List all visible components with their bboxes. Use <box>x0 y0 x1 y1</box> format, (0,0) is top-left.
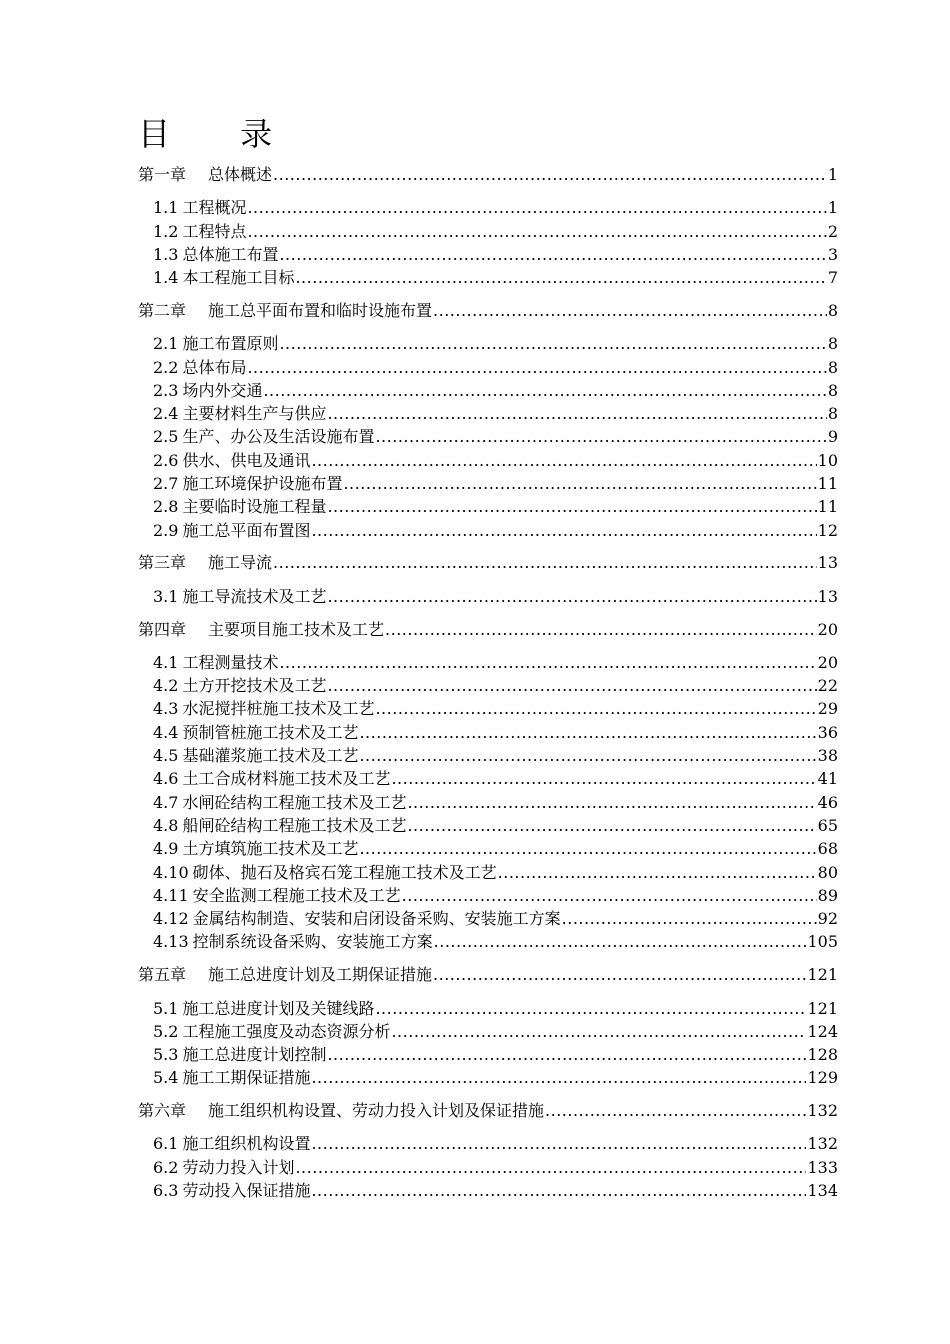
toc-section-entry[interactable] <box>138 861 838 884</box>
toc-entry-label <box>153 791 406 814</box>
toc-page-number: 38 <box>817 746 838 766</box>
toc-entry-label <box>153 1156 294 1179</box>
toc-dot-leader <box>311 1066 806 1089</box>
toc-section-entry[interactable] <box>138 651 838 674</box>
toc-list <box>138 163 838 1202</box>
toc-entry-number: 4.9 <box>153 839 179 859</box>
toc-page-number: 9 <box>827 427 838 447</box>
toc-dot-leader <box>295 266 826 289</box>
toc-dot-leader <box>375 425 826 448</box>
toc-entry-label <box>153 997 374 1020</box>
toc-entry-number: 5.2 <box>153 1021 179 1041</box>
toc-section-entry[interactable] <box>138 519 838 542</box>
toc-dot-leader <box>273 163 827 186</box>
toc-page-number: 8 <box>827 334 838 354</box>
toc-entry-text: 预制管桩施工技术及工艺 <box>182 722 359 742</box>
toc-entry-text: 土方开挖技术及工艺 <box>182 676 327 696</box>
toc-page-number: 46 <box>817 792 838 812</box>
toc-chapter-entry[interactable] <box>138 1099 838 1122</box>
toc-entry-label <box>153 1020 390 1043</box>
toc-entry-number: 3.1 <box>153 586 179 606</box>
toc-page-number: 68 <box>817 839 838 859</box>
toc-dot-leader <box>247 220 826 243</box>
toc-entry-text: 施工总进度计划控制 <box>182 1045 327 1065</box>
toc-page-number: 134 <box>807 1181 838 1201</box>
toc-entry-text: 施工总进度计划及关键线路 <box>182 998 375 1018</box>
toc-section-entry[interactable] <box>138 332 838 355</box>
toc-section-entry[interactable] <box>138 791 838 814</box>
toc-entry-label <box>153 585 326 608</box>
toc-section-entry[interactable] <box>138 1043 838 1066</box>
toc-section-entry[interactable] <box>138 379 838 402</box>
toc-chapter-entry[interactable] <box>138 551 838 574</box>
toc-entry-number: 4.4 <box>153 722 179 742</box>
toc-entry-number: 4.3 <box>153 699 179 719</box>
toc-dot-leader <box>391 1020 806 1043</box>
toc-section-entry[interactable] <box>138 356 838 379</box>
toc-entry-number: 2.6 <box>153 450 179 470</box>
toc-entry-label <box>153 425 374 448</box>
toc-entry-text: 船闸砼结构工程施工技术及工艺 <box>182 815 407 835</box>
toc-entry-label <box>138 618 384 641</box>
toc-entry-number: 4.10 <box>153 862 189 882</box>
toc-dot-leader <box>327 674 816 697</box>
toc-entry-number: 第三章 <box>138 553 187 573</box>
toc-page-number: 8 <box>827 300 838 320</box>
toc-entry-number: 2.3 <box>153 380 179 400</box>
toc-entry-number: 4.11 <box>153 885 189 905</box>
toc-entry-number: 4.8 <box>153 815 179 835</box>
toc-section-entry[interactable] <box>138 449 838 472</box>
toc-entry-text: 施工环境保护设施布置 <box>182 474 343 494</box>
toc-page-number: 7 <box>827 268 838 288</box>
toc-entry-text: 主要材料生产与供应 <box>182 404 327 424</box>
toc-page-number: 29 <box>817 699 838 719</box>
toc-dot-leader <box>545 1099 806 1122</box>
toc-dot-leader <box>375 697 816 720</box>
toc-dot-leader <box>498 861 817 884</box>
toc-entry-number: 4.5 <box>153 746 179 766</box>
toc-dot-leader <box>402 884 817 907</box>
toc-entry-text: 施工导流技术及工艺 <box>182 586 327 606</box>
toc-title: 目 录 <box>138 115 303 153</box>
toc-page-number: 121 <box>807 965 838 985</box>
toc-entry-text: 砌体、抛石及格宾石笼工程施工技术及工艺 <box>192 862 497 882</box>
toc-entry-label <box>153 930 433 953</box>
toc-entry-text: 水闸砼结构工程施工技术及工艺 <box>182 792 407 812</box>
toc-entry-number: 5.1 <box>153 998 179 1018</box>
toc-page-number: 133 <box>807 1157 838 1177</box>
toc-dot-leader <box>562 907 817 930</box>
toc-page-number: 89 <box>817 885 838 905</box>
toc-entry-label <box>153 814 406 837</box>
toc-entry-label <box>153 767 390 790</box>
toc-entry-number: 1.1 <box>153 198 179 218</box>
toc-entry-text: 劳动力投入计划 <box>182 1157 295 1177</box>
toc-dot-leader <box>359 837 816 860</box>
toc-page-number: 132 <box>807 1101 838 1121</box>
toc-dot-leader <box>279 651 816 674</box>
toc-entry-text: 土方填筑施工技术及工艺 <box>182 839 359 859</box>
toc-section-entry[interactable] <box>138 585 838 608</box>
toc-dot-leader <box>407 814 816 837</box>
toc-entry-number: 1.3 <box>153 244 179 264</box>
toc-page-number: 12 <box>817 520 838 540</box>
toc-section-entry[interactable] <box>138 266 838 289</box>
toc-entry-label <box>138 963 432 986</box>
toc-dot-leader <box>433 963 806 986</box>
toc-entry-label <box>153 674 326 697</box>
toc-entry-number: 4.1 <box>153 652 179 672</box>
toc-entry-number: 4.13 <box>153 932 189 952</box>
toc-section-entry[interactable] <box>138 697 838 720</box>
toc-entry-text: 劳动投入保证措施 <box>182 1181 311 1201</box>
toc-dot-leader <box>295 1156 806 1179</box>
toc-entry-text: 水泥搅拌桩施工技术及工艺 <box>182 699 375 719</box>
toc-page-number: 92 <box>817 909 838 929</box>
toc-page-number: 36 <box>817 722 838 742</box>
toc-section-entry[interactable] <box>138 814 838 837</box>
toc-page-number: 8 <box>827 404 838 424</box>
toc-page-number: 10 <box>817 450 838 470</box>
toc-chapter-entry[interactable] <box>138 299 838 322</box>
toc-chapter-entry[interactable] <box>138 963 838 986</box>
toc-page-number: 3 <box>827 244 838 264</box>
toc-page-number: 124 <box>807 1021 838 1041</box>
toc-entry-text: 工程测量技术 <box>182 652 279 672</box>
toc-entry-text: 金属结构制造、安装和启闭设备采购、安装施工方案 <box>192 909 561 929</box>
toc-entry-text: 本工程施工目标 <box>182 268 295 288</box>
toc-entry-label <box>153 697 374 720</box>
toc-section-entry[interactable] <box>138 1132 838 1155</box>
toc-entry-number: 2.9 <box>153 520 179 540</box>
toc-entry-number: 4.7 <box>153 792 179 812</box>
toc-section-entry[interactable] <box>138 243 838 266</box>
toc-entry-number: 5.3 <box>153 1045 179 1065</box>
toc-page-number: 41 <box>817 769 838 789</box>
toc-dot-leader <box>279 332 826 355</box>
toc-entry-label <box>153 861 497 884</box>
toc-dot-leader <box>327 402 826 425</box>
toc-entry-label <box>153 651 278 674</box>
toc-entry-number: 第一章 <box>138 165 187 184</box>
toc-dot-leader <box>247 196 826 219</box>
toc-section-entry[interactable] <box>138 907 838 930</box>
toc-entry-label <box>153 449 310 472</box>
toc-entry-text: 总体概述 <box>208 165 273 184</box>
toc-entry-number: 第四章 <box>138 619 187 639</box>
toc-entry-text: 工程特点 <box>182 221 247 241</box>
toc-section-entry[interactable] <box>138 744 838 767</box>
toc-entry-label <box>153 1066 310 1089</box>
toc-section-entry[interactable] <box>138 674 838 697</box>
toc-entry-label <box>153 243 278 266</box>
toc-page-number: 132 <box>807 1134 838 1154</box>
toc-dot-leader <box>327 495 816 518</box>
toc-entry-label <box>153 1132 310 1155</box>
toc-page-number: 105 <box>807 932 838 952</box>
toc-entry-label <box>138 551 272 574</box>
toc-entry-label <box>153 495 326 518</box>
toc-entry-label <box>153 220 246 243</box>
toc-dot-leader <box>375 997 806 1020</box>
toc-section-entry[interactable] <box>138 1179 838 1202</box>
toc-entry-label <box>153 519 310 542</box>
toc-entry-text: 施工工期保证措施 <box>182 1068 311 1088</box>
toc-entry-text: 工程概况 <box>182 198 247 218</box>
toc-section-entry[interactable] <box>138 997 838 1020</box>
toc-page-number: 20 <box>817 652 838 672</box>
toc-entry-label <box>153 837 358 860</box>
toc-entry-label <box>153 332 278 355</box>
toc-entry-label <box>153 744 358 767</box>
toc-page-number: 8 <box>827 380 838 400</box>
toc-section-entry[interactable] <box>138 930 838 953</box>
toc-entry-label <box>153 1043 326 1066</box>
toc-entry-text: 土工合成材料施工技术及工艺 <box>182 769 391 789</box>
toc-dot-leader <box>263 379 826 402</box>
toc-section-entry[interactable] <box>138 495 838 518</box>
toc-section-entry[interactable] <box>138 767 838 790</box>
toc-entry-text: 主要项目施工技术及工艺 <box>208 619 385 639</box>
toc-dot-leader <box>385 618 817 641</box>
toc-entry-label <box>153 884 401 907</box>
toc-section-entry[interactable] <box>138 1020 838 1043</box>
toc-entry-label <box>153 907 561 930</box>
toc-entry-text: 施工总平面布置和临时设施布置 <box>208 300 433 320</box>
toc-dot-leader <box>247 356 826 379</box>
toc-entry-number: 2.2 <box>153 357 179 377</box>
toc-page-number: 8 <box>827 357 838 377</box>
toc-entry-text: 主要临时设施工程量 <box>182 497 327 517</box>
toc-dot-leader <box>359 721 816 744</box>
toc-dot-leader <box>407 791 816 814</box>
toc-section-entry[interactable] <box>138 721 838 744</box>
toc-entry-number: 6.1 <box>153 1134 179 1154</box>
toc-entry-number: 2.7 <box>153 474 179 494</box>
toc-entry-number: 1.4 <box>153 268 179 288</box>
toc-page-number: 22 <box>817 676 838 696</box>
toc-entry-label <box>153 356 246 379</box>
toc-chapter-entry[interactable] <box>138 163 838 186</box>
toc-dot-leader <box>311 519 816 542</box>
toc-entry-label <box>153 266 294 289</box>
toc-page-number: 65 <box>817 815 838 835</box>
toc-section-entry[interactable] <box>138 196 838 219</box>
toc-dot-leader <box>434 930 807 953</box>
toc-entry-text: 控制系统设备采购、安装施工方案 <box>192 932 433 952</box>
toc-entry-number: 4.2 <box>153 676 179 696</box>
toc-entry-label <box>153 379 262 402</box>
toc-page-number: 128 <box>807 1045 838 1065</box>
toc-dot-leader <box>327 585 816 608</box>
toc-entry-text: 施工组织机构设置、劳动力投入计划及保证措施 <box>208 1101 545 1121</box>
toc-section-entry[interactable] <box>138 425 838 448</box>
toc-dot-leader <box>343 472 816 495</box>
toc-section-entry[interactable] <box>138 472 838 495</box>
toc-entry-label <box>153 472 342 495</box>
toc-entry-text: 基础灌浆施工技术及工艺 <box>182 746 359 766</box>
toc-entry-text: 供水、供电及通讯 <box>182 450 311 470</box>
toc-entry-label <box>138 1099 544 1122</box>
toc-entry-label <box>153 196 246 219</box>
toc-entry-text: 施工导流 <box>208 553 273 573</box>
toc-page-number: 80 <box>817 862 838 882</box>
toc-entry-number: 2.8 <box>153 497 179 517</box>
toc-entry-label <box>138 299 432 322</box>
toc-section-entry[interactable] <box>138 884 838 907</box>
toc-entry-number: 2.4 <box>153 404 179 424</box>
toc-entry-number: 5.4 <box>153 1068 179 1088</box>
toc-entry-number: 6.3 <box>153 1181 179 1201</box>
toc-entry-text: 总体布局 <box>182 357 247 377</box>
toc-entry-label <box>153 721 358 744</box>
toc-page-number: 11 <box>817 497 838 517</box>
toc-dot-leader <box>359 744 816 767</box>
toc-entry-number: 2.1 <box>153 334 179 354</box>
toc-entry-number: 4.6 <box>153 769 179 789</box>
toc-page-number: 13 <box>817 553 838 573</box>
toc-entry-number: 1.2 <box>153 221 179 241</box>
toc-entry-number: 4.12 <box>153 909 189 929</box>
toc-page-number: 121 <box>807 998 838 1018</box>
toc-dot-leader <box>273 551 817 574</box>
toc-entry-text: 安全监测工程施工技术及工艺 <box>192 885 401 905</box>
toc-dot-leader <box>433 299 827 322</box>
toc-entry-text: 施工总平面布置图 <box>182 520 311 540</box>
toc-dot-leader <box>311 449 816 472</box>
toc-entry-text: 施工布置原则 <box>182 334 279 354</box>
toc-page-number: 2 <box>827 221 838 241</box>
toc-section-entry[interactable] <box>138 1066 838 1089</box>
toc-entry-text: 施工总进度计划及工期保证措施 <box>208 965 433 985</box>
toc-entry-text: 场内外交通 <box>182 380 263 400</box>
toc-page-number: 11 <box>817 474 838 494</box>
toc-page-number: 13 <box>817 586 838 606</box>
toc-entry-label <box>138 163 272 186</box>
toc-dot-leader <box>311 1179 806 1202</box>
toc-entry-number: 第五章 <box>138 965 187 985</box>
toc-entry-number: 6.2 <box>153 1157 179 1177</box>
toc-entry-number: 第二章 <box>138 300 187 320</box>
toc-section-entry[interactable] <box>138 1156 838 1179</box>
toc-dot-leader <box>391 767 816 790</box>
toc-entry-text: 工程施工强度及动态资源分析 <box>182 1021 391 1041</box>
toc-section-entry[interactable] <box>138 220 838 243</box>
toc-entry-text: 总体施工布置 <box>182 244 279 264</box>
toc-page-number: 20 <box>817 619 838 639</box>
toc-entry-number: 2.5 <box>153 427 179 447</box>
toc-page-number: 1 <box>827 198 838 218</box>
toc-dot-leader <box>311 1132 806 1155</box>
toc-entry-number: 第六章 <box>138 1101 187 1121</box>
toc-page-number: 129 <box>807 1068 838 1088</box>
toc-section-entry[interactable] <box>138 837 838 860</box>
toc-section-entry[interactable] <box>138 402 838 425</box>
toc-entry-text: 施工组织机构设置 <box>182 1134 311 1154</box>
toc-dot-leader <box>327 1043 806 1066</box>
toc-dot-leader <box>279 243 826 266</box>
toc-chapter-entry[interactable] <box>138 618 838 641</box>
toc-entry-label <box>153 1179 310 1202</box>
toc-entry-label <box>153 402 326 425</box>
toc-entry-text: 生产、办公及生活设施布置 <box>182 427 375 447</box>
toc-page-number: 1 <box>827 165 838 184</box>
